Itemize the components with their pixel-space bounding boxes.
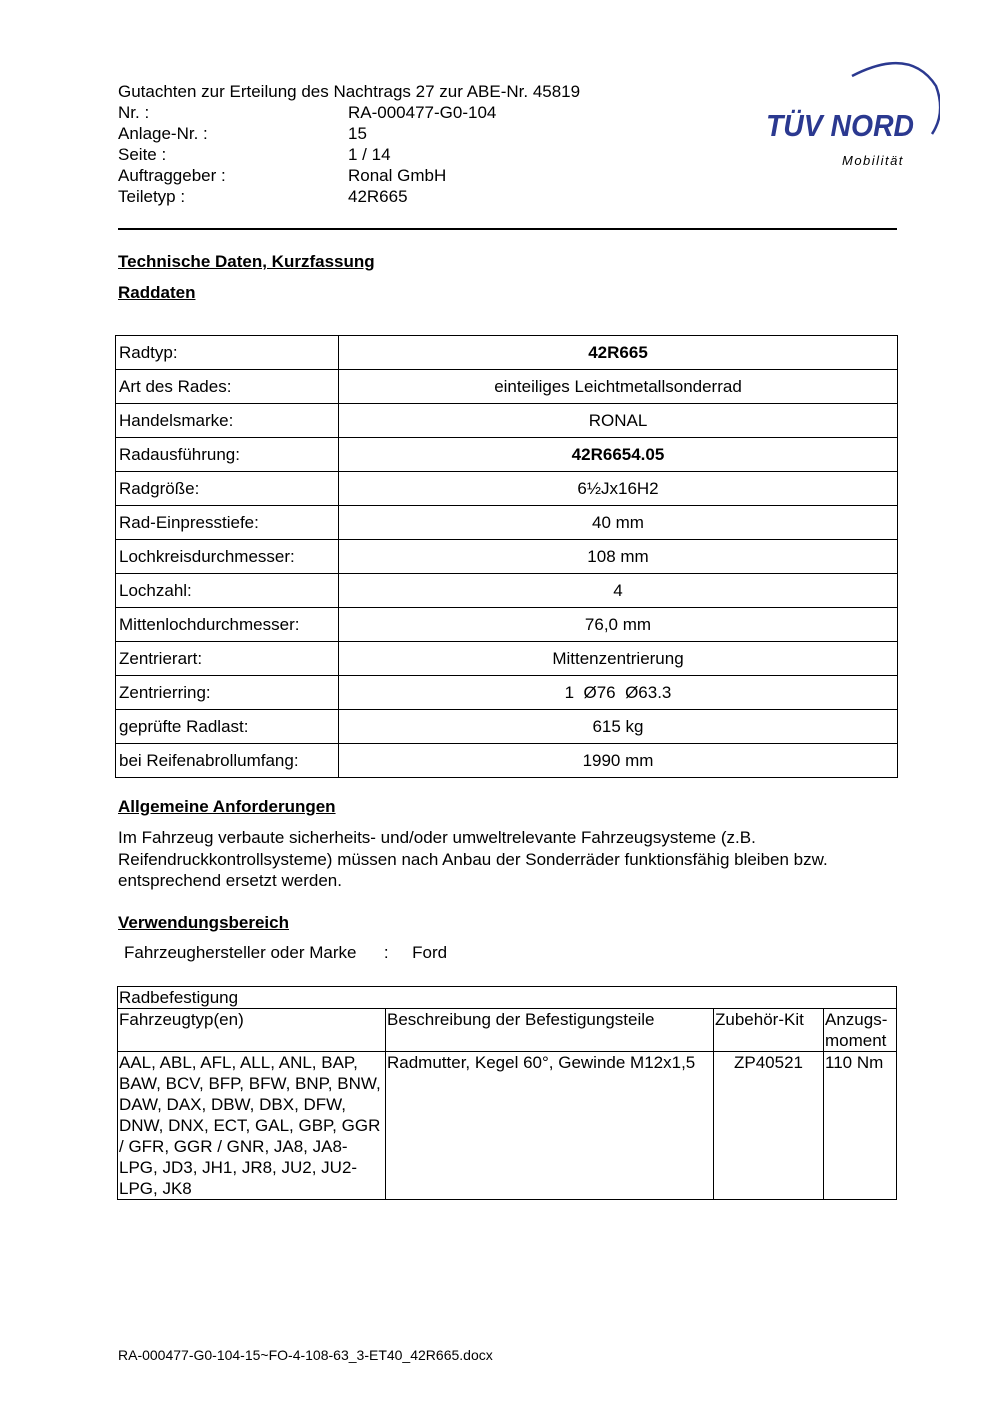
row-label: Lochzahl: — [116, 574, 339, 608]
table-row — [116, 608, 898, 642]
allgemein-heading: Allgemeine Anforderungen — [118, 797, 336, 816]
row-label: Mittenlochdurchmesser: — [116, 608, 339, 642]
verwendung-heading: Verwendungsbereich — [118, 913, 289, 932]
table-row — [116, 540, 898, 574]
row-value: 615 kg — [339, 710, 898, 744]
table-header-row — [118, 1009, 897, 1052]
hersteller-value: Ford — [412, 943, 448, 962]
header-label: Anlage-Nr. : — [118, 124, 208, 143]
header-value: 15 — [348, 124, 367, 143]
table-row — [116, 676, 898, 710]
hersteller-separator: : — [383, 943, 389, 962]
footer-filename: RA-000477-G0-104-15~FO-4-108-63_3-ET40_42R665.docx — [118, 1347, 493, 1363]
logo-sub: Mobilität — [842, 153, 904, 168]
logo-arc-icon — [760, 58, 940, 173]
row-label: bei Reifenabrollumfang: — [116, 744, 339, 778]
row-value: 6½Jx16H2 — [339, 472, 898, 506]
row-value: 42R665 — [339, 336, 898, 370]
hersteller-label: Fahrzeughersteller oder Marke — [124, 943, 357, 962]
row-value: 1990 mm — [339, 744, 898, 778]
header-divider — [118, 228, 897, 230]
zubehoer-kit-cell: ZP40521 — [714, 1052, 824, 1200]
header-label: Auftraggeber : — [118, 166, 226, 185]
raddaten-table — [115, 335, 898, 778]
report-title-text: Gutachten zur Erteilung des Nachtrags 27 zur ABE-Nr. 45819 — [118, 82, 581, 101]
row-label: Rad-Einpresstiefe: — [116, 506, 339, 540]
befestigung-table — [117, 986, 897, 1200]
column-header: Anzugs-moment — [824, 1009, 897, 1052]
header-label: Teiletyp : — [118, 187, 186, 206]
header-label: Seite : — [118, 145, 167, 164]
row-label: geprüfte Radlast: — [116, 710, 339, 744]
header-value: Ronal GmbH — [348, 166, 447, 185]
table-row — [116, 710, 898, 744]
header-value: 42R665 — [348, 187, 408, 206]
row-value: einteiliges Leichtmetallsonderrad — [339, 370, 898, 404]
anzugsmoment-cell: 110 Nm — [824, 1052, 897, 1200]
row-label: Zentrierring: — [116, 676, 339, 710]
table-caption: Radbefestigung — [118, 987, 897, 1009]
row-label: Art des Rades: — [116, 370, 339, 404]
table-row — [116, 336, 898, 370]
column-header: Fahrzeugtyp(en) — [118, 1009, 386, 1052]
column-header: Beschreibung der Befestigungsteile — [386, 1009, 714, 1052]
beschreibung-cell: Radmutter, Kegel 60°, Gewinde M12x1,5 — [386, 1052, 714, 1200]
row-value: 4 — [339, 574, 898, 608]
row-value: 1 Ø76 Ø63.3 — [339, 676, 898, 710]
row-value: RONAL — [339, 404, 898, 438]
row-label: Lochkreisdurchmesser: — [116, 540, 339, 574]
table-row — [116, 472, 898, 506]
table-row — [116, 744, 898, 778]
table-row — [116, 438, 898, 472]
row-value: 40 mm — [339, 506, 898, 540]
row-value: 76,0 mm — [339, 608, 898, 642]
header-value: 1 / 14 — [348, 145, 391, 164]
raddaten-heading: Raddaten — [118, 283, 196, 302]
table-row — [116, 370, 898, 404]
row-label: Handelsmarke: — [116, 404, 339, 438]
row-label: Radausführung: — [116, 438, 339, 472]
row-label: Radtyp: — [116, 336, 339, 370]
table-caption-row — [118, 987, 897, 1009]
section-title: Technische Daten, Kurzfassung — [118, 252, 375, 271]
logo-brand: TÜV NORD — [766, 108, 914, 143]
header-label: Nr. : — [118, 103, 150, 122]
row-label: Radgröße: — [116, 472, 339, 506]
allgemein-text: Im Fahrzeug verbaute sicherheits- und/oder umweltrelevante Fahrzeugsysteme (z.B. Reifendruckkontrollsysteme) müssen nach Anbau der Sonderräder funktionsfähig bleiben bzw. entsprechend ersetzt werden. — [118, 828, 828, 890]
table-row — [118, 1052, 897, 1200]
table-row — [116, 404, 898, 438]
row-label: Zentrierart: — [116, 642, 339, 676]
fahrzeugtypen-cell: AAL, ABL, AFL, ALL, ANL, BAP, BAW, BCV, BFP, BFW, BNP, BNW, DAW, DAX, DBW, DBX, DFW, DNW, DNX, ECT, GAL, GBP, GGR / GFR, GGR / GNR, JA8, JA8-LPG, JD3, JH1, JR8, JU2, JU2-LPG, JK8 — [118, 1052, 386, 1200]
header-value: RA-000477-G0-104 — [348, 103, 497, 122]
tuv-nord-logo — [760, 58, 940, 173]
column-header: Zubehör-Kit — [714, 1009, 824, 1052]
hersteller-line — [124, 943, 447, 963]
table-row — [116, 574, 898, 608]
table-row — [116, 506, 898, 540]
row-value: Mittenzentrierung — [339, 642, 898, 676]
table-row — [116, 642, 898, 676]
row-value: 108 mm — [339, 540, 898, 574]
row-value: 42R6654.05 — [339, 438, 898, 472]
